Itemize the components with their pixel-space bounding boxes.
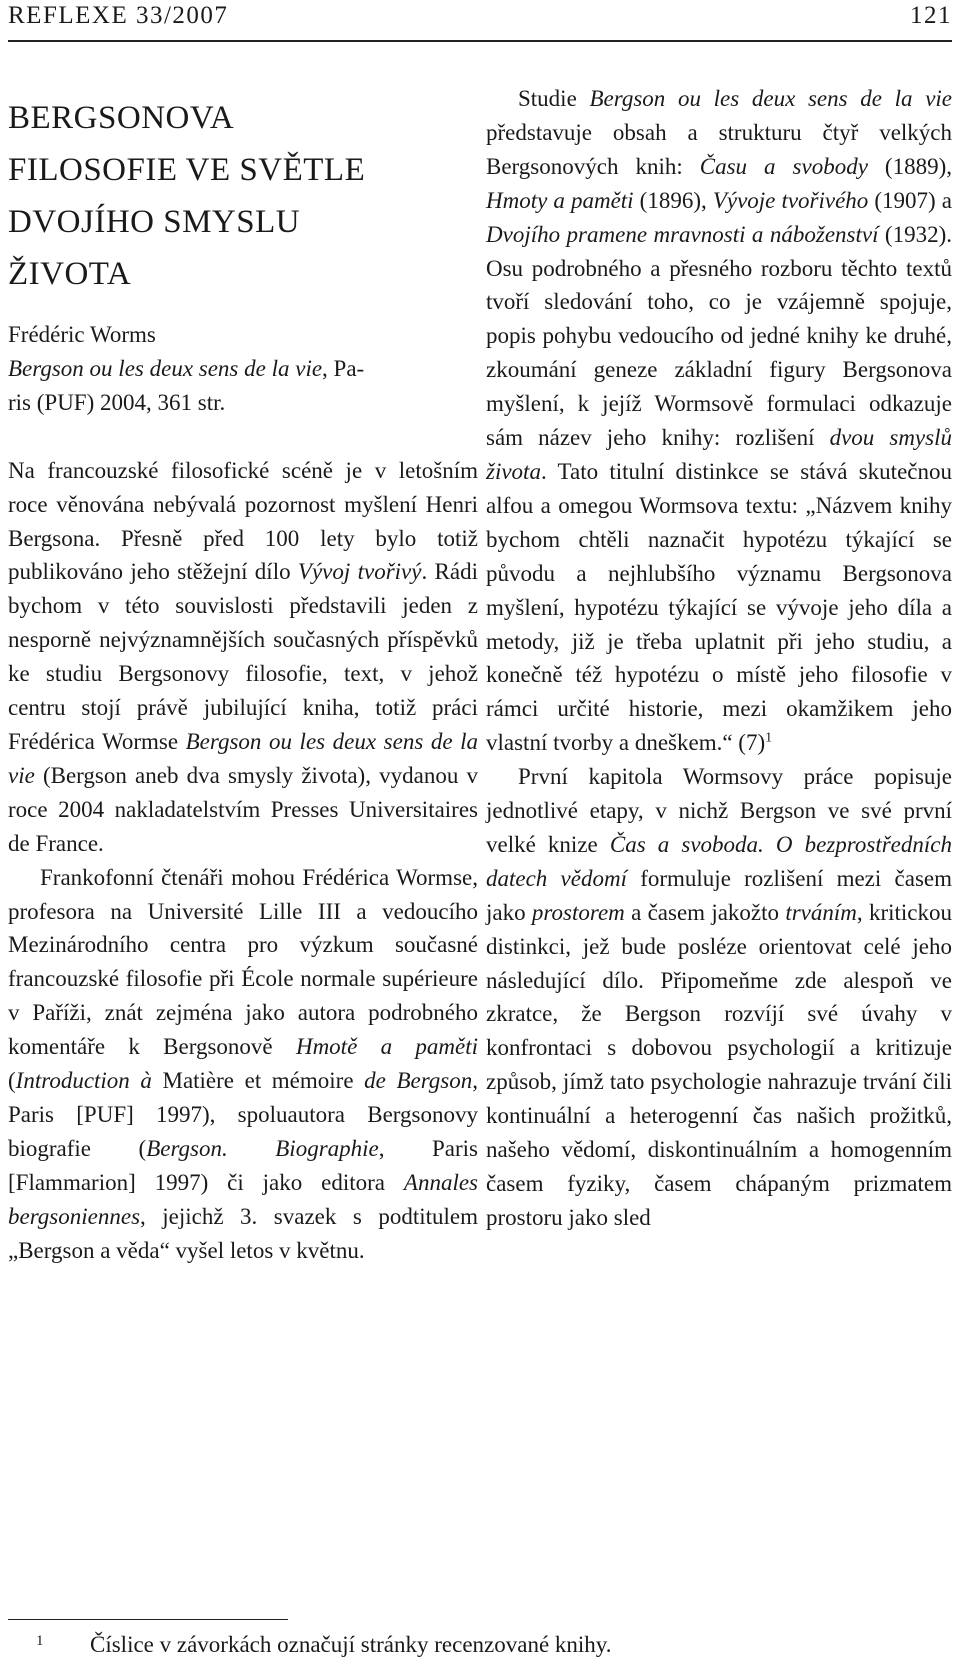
- italic-run: de Bergson: [364, 1068, 473, 1094]
- text-run: formuluje rozlišení mezi časem jako: [486, 865, 952, 925]
- italic-run: Vývoj tvořivý: [297, 559, 422, 585]
- text-run: . Tato titulní distinkce se stává skutečnou alfou a omegou Wormsova textu: „Názvem knihy bychom chtěli naznačit hypotézu týkající se původu a nejhlubšího významu Bergsonova myšlení, hypotézu týkající se vývoje jeho díla a metody, již je třeba uplatnit při jeho studiu, a konečně též hypotézu o místě jeho filosofie v rámci určité historie, mezi okamžikem jeho vlastní tvorby a dneškem.“ (7): [486, 458, 952, 756]
- footnote-number: 1: [36, 1633, 44, 1649]
- footnote-text: Číslice v závorkách označují stránky recenzované knihy.: [90, 1632, 612, 1657]
- text-run: představuje obsah a strukturu čtyř velkých Bergsonových knih:: [486, 119, 952, 179]
- text-run: (1889),: [867, 153, 952, 179]
- italic-run: dvou smyslů života: [486, 425, 952, 484]
- text-run: Matière et mémoire: [151, 1068, 365, 1094]
- book-publication-a: , Pa-: [322, 355, 365, 381]
- text-run: Na francouzské filosofické scéně je v letošním roce věnována nebývalá pozornost myšlení Henri Bergsona. Přesně před 100 lety bylo totiž publikováno jeho stěžejní dílo: [8, 457, 478, 585]
- italic-run: Introduction à: [15, 1068, 152, 1094]
- footnote-marker: 1: [765, 730, 773, 746]
- paragraph: [486, 760, 952, 1235]
- book-title-line: [8, 352, 478, 386]
- text-run: (1932). Osu podrobného a přesného rozboru těchto textů tvoří sledování toho, co je vzájemně spojuje, popis pohybu vedoucího od jedné knihy ke druhé, zkoumání geneze základní figury Bergsonova myšlení, k jejíž Wormsově formulaci odkazuje sám název jeho knihy: rozlišení: [486, 221, 952, 451]
- text-run: , Paris [Flammarion] 1997) či jako editora: [8, 1135, 479, 1195]
- title-line: ŽIVOTA: [8, 256, 132, 292]
- italic-run: Hmotě a paměti: [295, 1034, 478, 1060]
- italic-run: trváním: [785, 899, 857, 925]
- paragraph: [486, 82, 952, 760]
- title-line: FILOSOFIE VE SVĚTLE: [8, 152, 366, 188]
- italic-run: Bergson ou les deux sens de la vie: [589, 86, 953, 111]
- text-run: . Rádi bychom v této souvislosti představili jeden z nesporně nejvýznamnějších současných příspěvků ke studiu Bergsonovy filosofie, text, v jehož centru stojí právě jubilující kniha, totiž práci Frédérica Wormse: [8, 559, 478, 754]
- text-run: (Bergson aneb dva smysly života), vydanou v roce 2004 nakladatelstvím Presses Universitaires de France.: [8, 762, 478, 856]
- footnote-rule: [8, 1619, 288, 1620]
- italic-run: Dvojího pramene mravnosti a náboženství: [486, 221, 879, 247]
- paragraph: [8, 861, 478, 1268]
- header-rule: [8, 40, 952, 42]
- italic-run: Bergson. Biographie: [146, 1135, 379, 1161]
- italic-run: Času a svobody: [699, 153, 868, 179]
- italic-run: Bergson ou les deux sens de la vie: [8, 728, 478, 788]
- text-run: (1896),: [633, 187, 713, 213]
- text-run: Studie: [518, 86, 590, 111]
- text-run: (1907) a: [868, 187, 952, 213]
- text-run: a časem jakožto: [624, 899, 786, 925]
- book-publication-b: ris (PUF) 2004, 361 str.: [8, 389, 226, 415]
- right-column: [486, 82, 952, 1235]
- text-run: , kritickou distinkci, jež bude posléze orientovat celé jeho následující dílo. Připomeňme zde alespoň ve zkratce, že Bergson rozvíjí své úvahy v konfrontaci s dobovou psychologií a kritizuje způsob, jímž tato psychologie nahrazuje trvání čili kontinuální a heterogenní čas našich prožitků, našeho vědomí, diskontinuálním a homogenním časem fyziky, časem chápaným prizmatem prostoru jako sled: [486, 899, 952, 1230]
- paragraph: [8, 454, 478, 861]
- italic-run: Čas a svoboda. O bezprostředních datech vědomí: [486, 831, 952, 891]
- title-line: DVOJÍHO SMYSLU: [8, 204, 301, 240]
- text-run: (: [8, 1068, 16, 1094]
- italic-run: Hmoty a paměti: [486, 187, 634, 213]
- article-title: [8, 92, 478, 300]
- book-author: Frédéric Worms: [8, 322, 156, 347]
- book-reference: [8, 318, 478, 420]
- text-run: , Paris [PUF] 1997), spoluautora Bergsonovy biografie (: [8, 1068, 478, 1161]
- journal-issue: REFLEXE 33/2007: [8, 2, 229, 29]
- text-run: První kapitola Wormsovy práce popisuje jednotlivé etapy, v nichž Bergson ve své první velké knize: [486, 764, 952, 857]
- book-title: Bergson ou les deux sens de la vie: [8, 355, 323, 381]
- left-column: [8, 82, 478, 1267]
- text-run: , jejichž 3. svazek s podtitulem „Bergson a věda“ vyšel letos v květnu.: [8, 1203, 478, 1263]
- title-line: BERGSONOVA: [8, 100, 235, 136]
- text-run: Frankofonní čtenáři mohou Frédérica Wormse, profesora na Université Lille III a vedoucího Mezinárodního centra pro výzkum současné francouzské filosofie při École normale supérieure v Paříži, znát zejména jako autora podrobného komentáře k Bergsonově: [8, 864, 478, 1060]
- italic-run: Annales bergsoniennes: [8, 1169, 478, 1229]
- italic-run: Vývoje tvořivého: [712, 187, 869, 213]
- page-number: 121: [910, 2, 952, 29]
- italic-run: prostorem: [531, 899, 625, 925]
